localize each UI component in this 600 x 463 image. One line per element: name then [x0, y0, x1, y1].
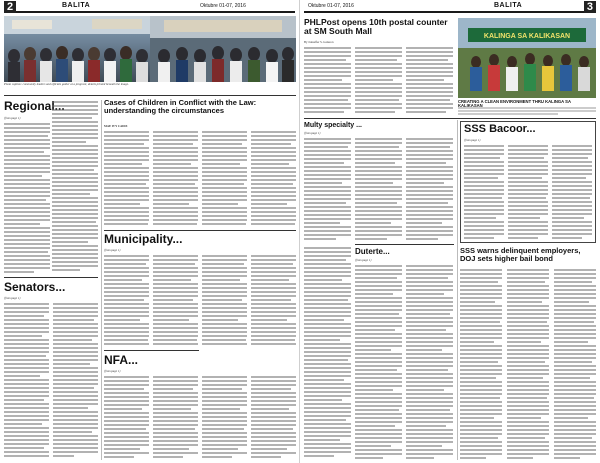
- left-page-header: [4, 2, 295, 13]
- cicl-headline: Cases of Children in Conflict with the Law: understanding the circumstances: [104, 98, 257, 115]
- senators-headline: Senators...: [4, 280, 66, 294]
- cleanup-photo: [458, 18, 596, 98]
- regional-continued: (from page 1): [4, 116, 21, 120]
- divider: [4, 95, 296, 96]
- sss-bacoor-headline: SSS Bacoor...: [464, 123, 536, 135]
- municipality-text-lines: [104, 254, 296, 348]
- nfa-text-lines: [104, 375, 296, 460]
- page-number: 3: [584, 1, 596, 13]
- left-col-text-lines: [304, 246, 352, 460]
- cicl-byline: MAE IVY CADIZ: [104, 124, 128, 128]
- multy-continued: (from page 1): [304, 131, 321, 135]
- sss-delinquent-body: [460, 268, 596, 460]
- sss-bacoor-body: [464, 144, 592, 240]
- phlpost-body: [304, 46, 454, 116]
- municipality-body: [104, 254, 296, 348]
- regional-body-col2: [52, 100, 98, 274]
- phlpost-headline: PHLPost opens 10th postal counter at SM South Mall: [304, 17, 448, 36]
- sss-bacoor-continued: (from page 1): [464, 138, 481, 142]
- duterte-continued: (from page 1): [355, 258, 372, 262]
- municipality-continued: (from page 1): [104, 248, 121, 252]
- divider: [104, 350, 199, 351]
- divider: [304, 118, 596, 119]
- phlpost-byline: By Janneffer S. Gatuzon: [304, 40, 334, 44]
- cicl-text-lines: [104, 130, 296, 228]
- municipality-headline: Municipality...: [104, 232, 183, 246]
- left-col-body: [304, 246, 352, 460]
- regional-body: [4, 122, 50, 274]
- senators-continued: (from page 1): [4, 296, 21, 300]
- duterte-headline: Duterte...: [355, 247, 390, 256]
- duterte-body: [355, 264, 454, 460]
- sss-bacoor-text-lines: [464, 144, 592, 240]
- phlpost-text-lines: [304, 46, 454, 116]
- sss-delinquent-text-lines: [460, 268, 596, 460]
- regional-text-lines: [4, 122, 50, 274]
- sss-delinquent-headline: SSS warns delinquent employers, DOJ sets higher bail bond: [460, 246, 581, 263]
- regional-text-lines-2: [52, 100, 98, 274]
- nfa-continued: (from page 1): [104, 369, 121, 373]
- nfa-body: [104, 375, 296, 460]
- divider: [104, 230, 296, 231]
- senators-body: [4, 302, 98, 460]
- cicl-body: [104, 130, 296, 228]
- duterte-text-lines: [355, 264, 454, 460]
- issue-date: Oktubre 01-07, 2016: [308, 3, 354, 9]
- clean-env-caption: [458, 106, 596, 116]
- divider: [355, 244, 454, 245]
- masthead-brand: BALITA: [494, 2, 523, 9]
- nfa-headline: NFA...: [104, 353, 139, 367]
- right-page: [300, 0, 600, 463]
- regional-headline: Regional...: [4, 99, 65, 113]
- multy-text-lines: [304, 137, 454, 242]
- senators-text-lines: [4, 302, 98, 460]
- issue-date: Oktubre 01-07, 2016: [200, 3, 246, 9]
- multy-headline: Multy specialty ...: [304, 122, 362, 129]
- multy-body: [304, 137, 454, 242]
- photo-banner-text: KALINGA SA KALIKASAN: [483, 33, 571, 40]
- photo-caption: Photo caption: community leaders and officials gather at a program; details printed beneath the image.: [4, 83, 129, 86]
- page-number: 2: [4, 1, 16, 13]
- masthead-brand: BALITA: [62, 2, 91, 9]
- right-page-header: [304, 2, 596, 13]
- column-divider: [101, 100, 102, 460]
- event-photo: [150, 16, 296, 82]
- divider: [4, 277, 98, 278]
- clean-env-headline: CREATING A CLEAN ENVIRONMENT THRU KALINGA SA KALIKASAN: [458, 99, 571, 109]
- column-divider: [457, 120, 458, 460]
- group-photo: [4, 16, 150, 82]
